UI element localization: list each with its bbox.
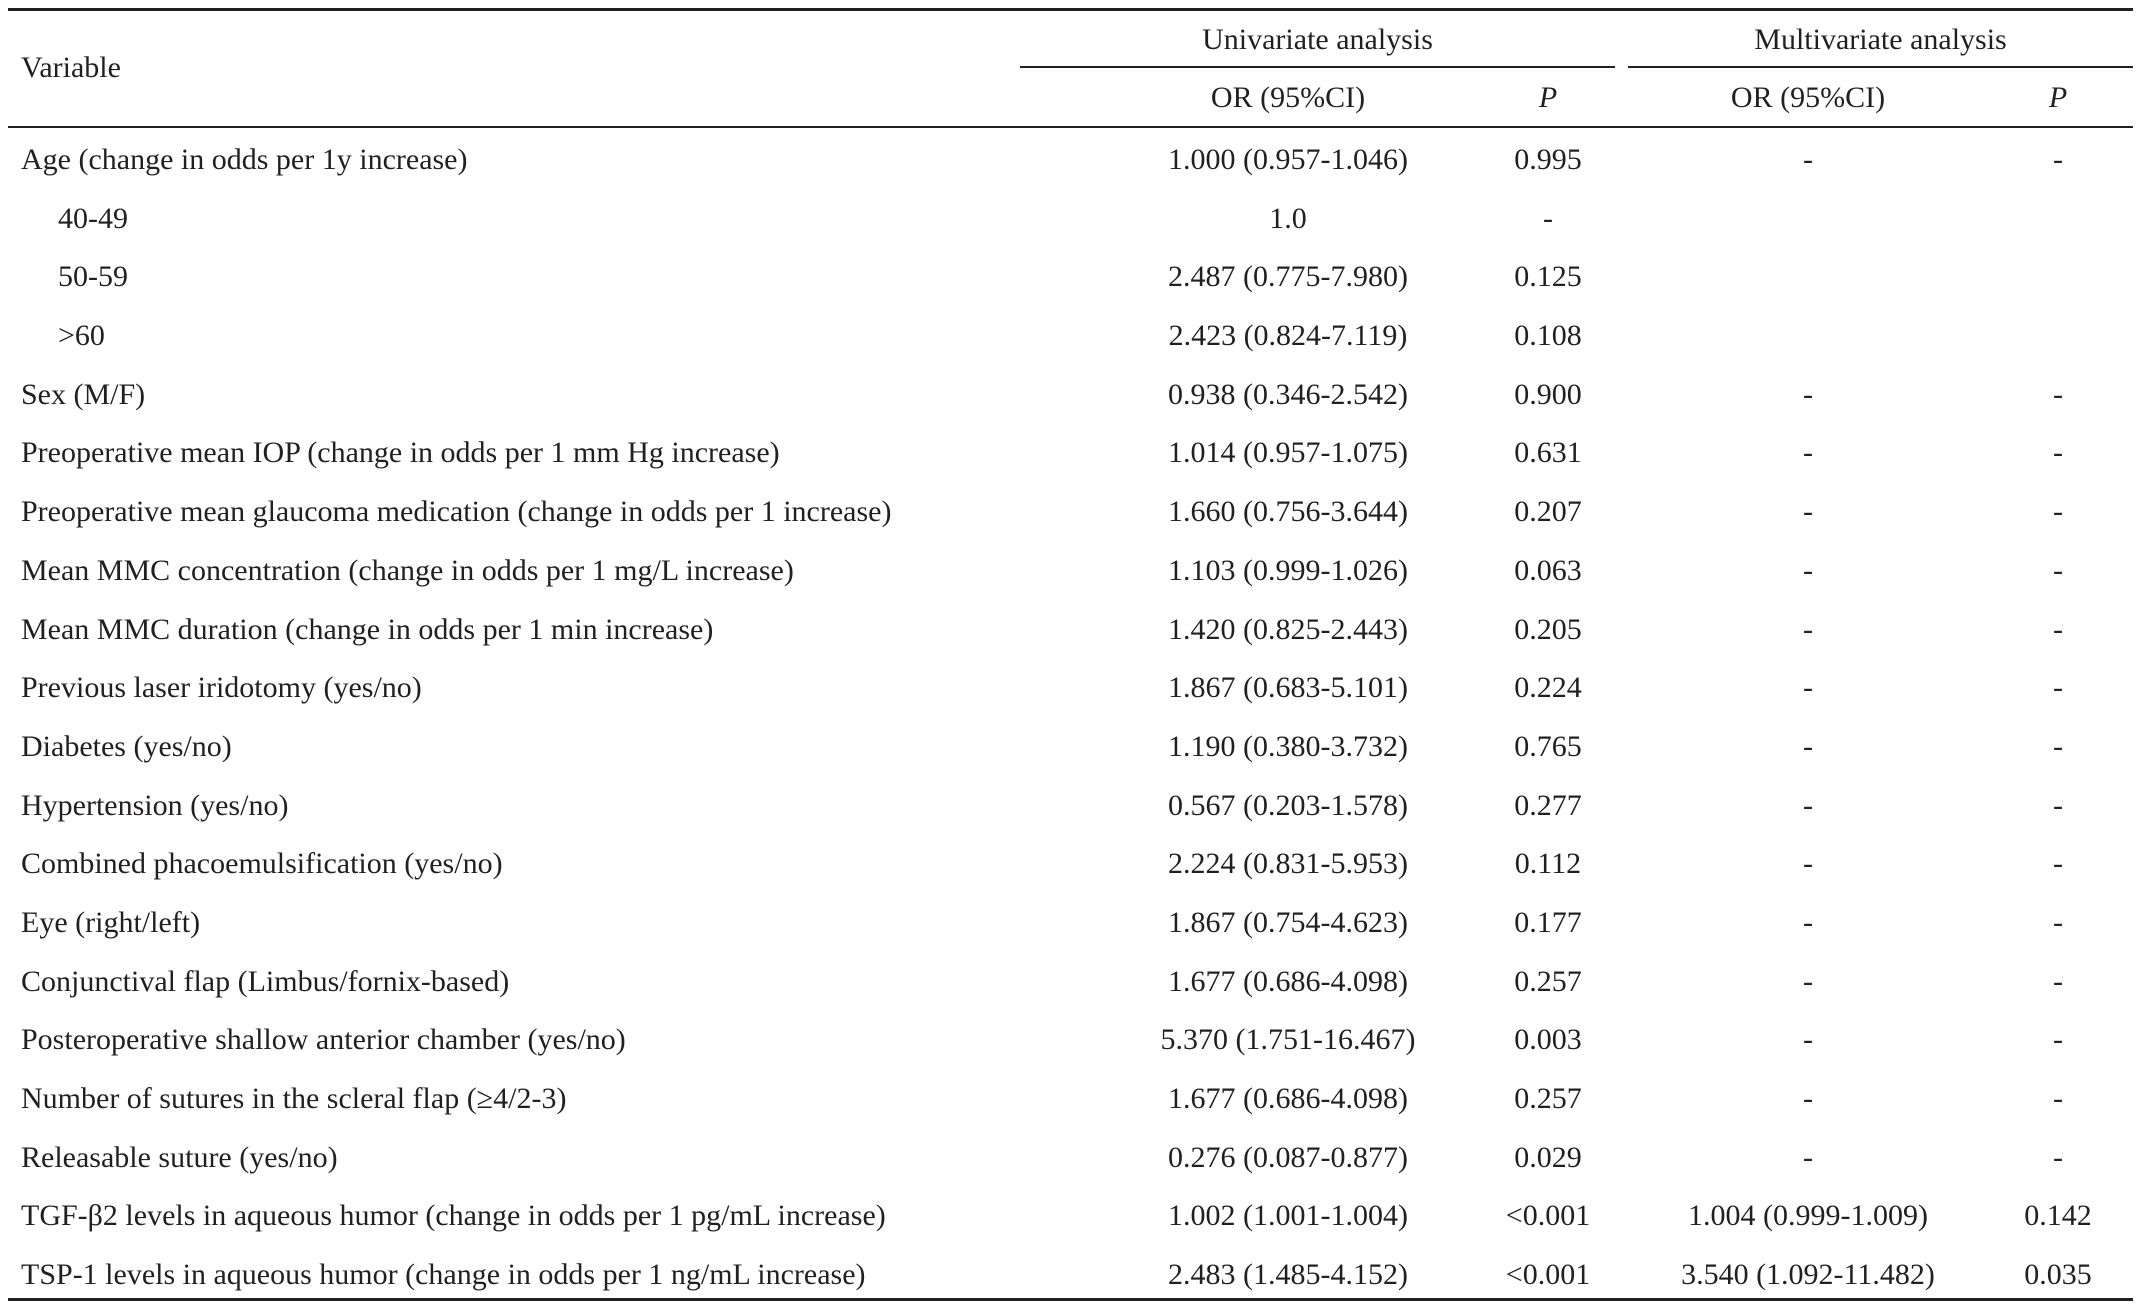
row-univariate-or: 0.938 (0.346-2.542) xyxy=(1168,377,1408,411)
row-univariate-or: 2.483 (1.485-4.152) xyxy=(1168,1258,1408,1292)
row-variable: Hypertension (yes/no) xyxy=(21,788,289,822)
row-univariate-p: 0.205 xyxy=(1514,612,1582,646)
row-univariate-or: 1.103 (0.999-1.026) xyxy=(1168,553,1408,587)
multivariate-rule xyxy=(1628,66,2133,68)
row-variable: TGF-β2 levels in aqueous humor (change in odds per 1 pg/mL increase) xyxy=(21,1199,886,1233)
row-multivariate-p: - xyxy=(2053,788,2063,822)
row-variable: Conjunctival flap (Limbus/fornix-based) xyxy=(21,964,510,998)
table-row xyxy=(8,255,2133,314)
row-multivariate-or: - xyxy=(1803,964,1813,998)
row-multivariate-p: - xyxy=(2053,905,2063,939)
table-row xyxy=(8,373,2133,432)
header-multivariate: Multivariate analysis xyxy=(1754,23,2007,56)
table-row xyxy=(8,314,2133,373)
row-univariate-p: 0.224 xyxy=(1514,671,1582,705)
row-multivariate-or: - xyxy=(1803,377,1813,411)
row-univariate-or: 1.014 (0.957-1.075) xyxy=(1168,436,1408,470)
row-univariate-p: <0.001 xyxy=(1505,1199,1591,1233)
row-univariate-or: 1.660 (0.756-3.644) xyxy=(1168,495,1408,529)
table-row xyxy=(8,1136,2133,1195)
header-variable: Variable xyxy=(21,51,121,84)
row-univariate-p: 0.765 xyxy=(1514,729,1582,763)
row-univariate-p: <0.001 xyxy=(1505,1258,1591,1292)
table-row xyxy=(8,784,2133,843)
row-multivariate-p: - xyxy=(2053,847,2063,881)
row-multivariate-or: - xyxy=(1803,436,1813,470)
row-multivariate-or: - xyxy=(1803,1023,1813,1057)
row-univariate-or: 2.487 (0.775-7.980) xyxy=(1168,260,1408,294)
row-univariate-p: 0.631 xyxy=(1514,436,1582,470)
row-univariate-or: 1.0 xyxy=(1269,201,1307,235)
row-variable: Number of sutures in the scleral flap (≥4/2-3) xyxy=(21,1082,567,1115)
row-multivariate-or: - xyxy=(1803,553,1813,587)
row-univariate-or: 1.002 (1.001-1.004) xyxy=(1168,1199,1408,1233)
table-row xyxy=(8,1194,2133,1253)
row-univariate-p: - xyxy=(1543,201,1553,235)
row-univariate-p: 0.108 xyxy=(1514,319,1582,353)
row-variable: 50-59 xyxy=(58,260,128,294)
row-multivariate-p: - xyxy=(2053,964,2063,998)
table-row xyxy=(8,608,2133,667)
row-multivariate-or: 3.540 (1.092-11.482) xyxy=(1681,1258,1935,1292)
row-univariate-or: 1.867 (0.683-5.101) xyxy=(1168,671,1408,705)
row-univariate-or: 0.567 (0.203-1.578) xyxy=(1168,788,1408,822)
row-univariate-p: 0.125 xyxy=(1514,260,1582,294)
row-multivariate-p: - xyxy=(2053,495,2063,529)
row-multivariate-or: - xyxy=(1803,671,1813,705)
row-univariate-p: 0.003 xyxy=(1514,1023,1582,1057)
row-univariate-or: 1.420 (0.825-2.443) xyxy=(1168,612,1408,646)
row-variable: Releasable suture (yes/no) xyxy=(21,1140,338,1174)
header-univariate-p: P xyxy=(1538,81,1558,114)
row-variable: Eye (right/left) xyxy=(21,905,201,939)
row-variable: Posteroperative shallow anterior chamber (yes/no) xyxy=(21,1023,626,1057)
row-multivariate-or: - xyxy=(1803,788,1813,822)
row-multivariate-p: - xyxy=(2053,729,2063,763)
row-multivariate-or: - xyxy=(1803,143,1813,176)
row-variable: Previous laser iridotomy (yes/no) xyxy=(21,671,422,705)
row-univariate-p: 0.029 xyxy=(1514,1140,1582,1174)
row-variable: Age (change in odds per 1y increase) xyxy=(21,143,468,176)
table-row xyxy=(8,431,2133,490)
row-multivariate-or: - xyxy=(1803,1140,1813,1174)
table-row xyxy=(8,666,2133,725)
table-row xyxy=(8,1077,2133,1136)
table-row xyxy=(8,901,2133,960)
row-multivariate-p: - xyxy=(2053,612,2063,646)
row-variable: Mean MMC concentration (change in odds per 1 mg/L increase) xyxy=(21,553,794,587)
header-univariate: Univariate analysis xyxy=(1202,23,1433,56)
header-rule xyxy=(8,126,2133,128)
row-univariate-p: 0.257 xyxy=(1514,1082,1582,1115)
header-multivariate-or: OR (95%CI) xyxy=(1730,81,1886,114)
row-univariate-or: 2.423 (0.824-7.119) xyxy=(1168,319,1408,353)
table-row xyxy=(8,197,2133,256)
row-multivariate-p: - xyxy=(2053,553,2063,587)
header-univariate-or: OR (95%CI) xyxy=(1210,81,1366,114)
row-variable: Preoperative mean glaucoma medication (change in odds per 1 increase) xyxy=(21,495,892,529)
row-multivariate-p: 0.142 xyxy=(2024,1199,2092,1233)
row-multivariate-p: - xyxy=(2053,1023,2063,1057)
row-univariate-p: 0.257 xyxy=(1514,964,1582,998)
row-variable: Combined phacoemulsification (yes/no) xyxy=(21,847,503,881)
row-univariate-or: 0.276 (0.087-0.877) xyxy=(1168,1140,1408,1174)
table-row xyxy=(8,138,2133,197)
row-univariate-or: 1.867 (0.754-4.623) xyxy=(1168,905,1408,939)
header-multivariate-p: P xyxy=(2048,81,2068,114)
row-multivariate-p: - xyxy=(2053,436,2063,470)
row-univariate-p: 0.112 xyxy=(1514,847,1582,881)
row-univariate-p: 0.063 xyxy=(1514,553,1582,587)
row-multivariate-p: - xyxy=(2053,671,2063,705)
row-variable: TSP-1 levels in aqueous humor (change in odds per 1 ng/mL increase) xyxy=(21,1258,866,1292)
row-univariate-or: 1.677 (0.686-4.098) xyxy=(1168,964,1408,998)
row-univariate-or: 1.190 (0.380-3.732) xyxy=(1168,729,1408,763)
row-variable: 40-49 xyxy=(58,201,128,235)
row-multivariate-p: - xyxy=(2053,377,2063,411)
table-row xyxy=(8,1018,2133,1077)
row-multivariate-p: - xyxy=(2053,1140,2063,1174)
bottom-rule xyxy=(8,1298,2133,1301)
table-body xyxy=(8,138,2133,1312)
row-variable: >60 xyxy=(58,319,105,353)
row-multivariate-or: - xyxy=(1803,495,1813,529)
row-multivariate-or: - xyxy=(1803,729,1813,763)
table-row xyxy=(8,490,2133,549)
row-multivariate-or: - xyxy=(1803,1082,1813,1115)
row-variable: Mean MMC duration (change in odds per 1 min increase) xyxy=(21,612,714,646)
row-univariate-or: 1.000 (0.957-1.046) xyxy=(1168,143,1408,176)
row-multivariate-p: 0.035 xyxy=(2024,1258,2092,1292)
row-univariate-p: 0.177 xyxy=(1514,905,1582,939)
row-multivariate-p: - xyxy=(2053,1082,2063,1115)
row-variable: Sex (M/F) xyxy=(21,377,146,411)
row-univariate-or: 1.677 (0.686-4.098) xyxy=(1168,1082,1408,1115)
row-multivariate-or: - xyxy=(1803,847,1813,881)
row-variable: Diabetes (yes/no) xyxy=(21,729,232,763)
univariate-rule xyxy=(1020,66,1615,68)
row-univariate-p: 0.207 xyxy=(1514,495,1582,529)
row-multivariate-p: - xyxy=(2053,143,2063,176)
table-row xyxy=(8,1253,2133,1312)
row-univariate-or: 5.370 (1.751-16.467) xyxy=(1160,1023,1416,1057)
table-row xyxy=(8,725,2133,784)
row-univariate-p: 0.995 xyxy=(1514,143,1582,176)
table-row xyxy=(8,960,2133,1019)
row-variable: Preoperative mean IOP (change in odds per 1 mm Hg increase) xyxy=(21,436,780,470)
table-row xyxy=(8,842,2133,901)
top-rule xyxy=(8,8,2133,11)
table-row xyxy=(8,549,2133,608)
row-univariate-p: 0.900 xyxy=(1514,377,1582,411)
row-univariate-p: 0.277 xyxy=(1514,788,1582,822)
row-univariate-or: 2.224 (0.831-5.953) xyxy=(1168,847,1408,881)
row-multivariate-or: - xyxy=(1803,612,1813,646)
row-multivariate-or: 1.004 (0.999-1.009) xyxy=(1688,1199,1928,1233)
row-multivariate-or: - xyxy=(1803,905,1813,939)
